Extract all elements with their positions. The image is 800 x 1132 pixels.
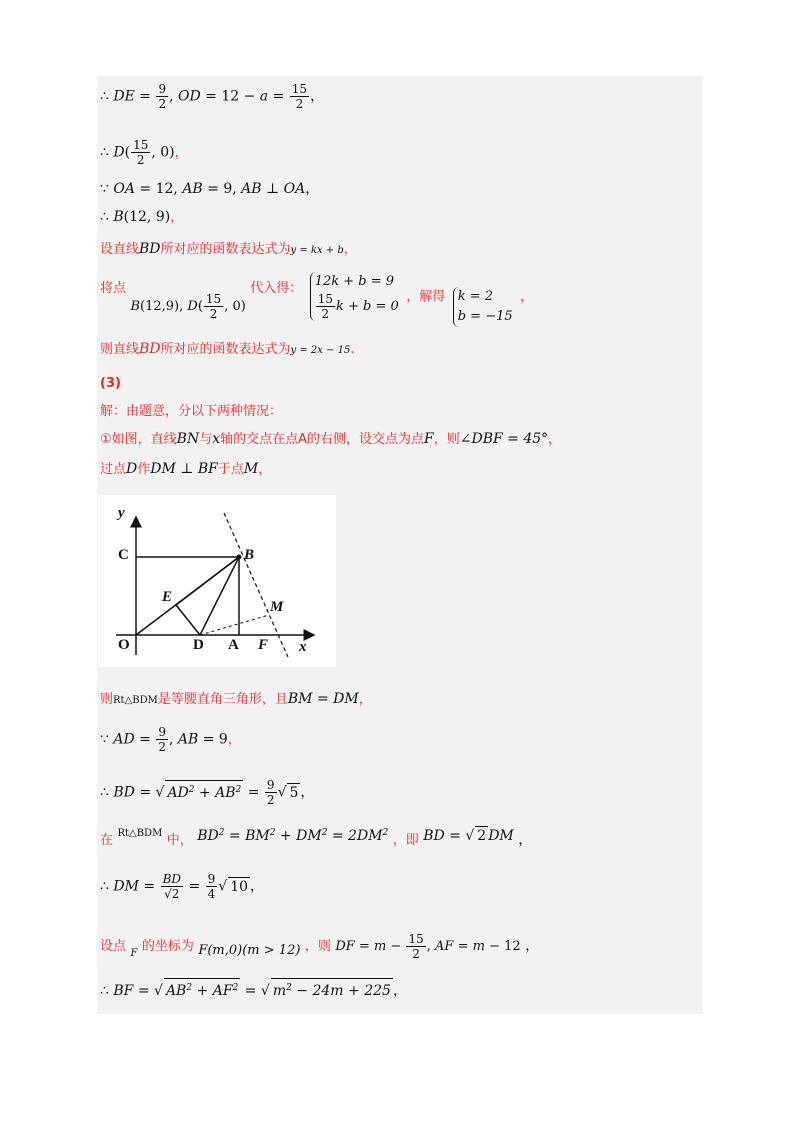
line-isosceles: 则Rt△BDM是等腰直角三角形，且BM = DM， (100, 691, 372, 707)
line-solution-intro: 解：由题意，分以下两种情况： (100, 404, 283, 419)
segment-bd (200, 557, 239, 635)
label-y: y (118, 505, 125, 521)
label-m: M (270, 599, 284, 615)
line-de-od: ∴ DE = $\frac{9}{2}$ , OD = 12 − a = $\frac{15}{2}$ ， (100, 82, 325, 111)
label-f: F (258, 637, 269, 653)
line-case-1: ①如图，直线BN与x轴的交点在点A的右侧，设交点为点F，则∠DBF = 45°， (100, 431, 562, 447)
segment-dm-dashed (200, 615, 269, 635)
segment-ed (176, 605, 200, 635)
points-bd: B(12,9), D( $\frac{15}{2}$ , 0) (130, 292, 246, 321)
line-set-bd: 设直线BD所对应的函数表达式为y = kx + b， (100, 241, 357, 257)
label-e: E (162, 589, 173, 605)
line-oa-ab: ∵ OA = 12, AB = 9, AB ⊥ OA， (100, 181, 320, 197)
line-set-f: 设点 $_F$ 的坐标为 F(m,0)(m > 12) ，则 DF = m − $\frac{15}{2}$ , AF = m − 12 ， (100, 932, 540, 961)
line-bd-result: 则直线BD所对应的函数表达式为y = 2x − 15. (100, 341, 355, 357)
line-draw-dm: 过点D作DM ⊥ BF于点M， (100, 461, 272, 477)
equation-system: 12k + b = 9 $\frac{15}{2}$ k + b = 0 (310, 272, 399, 321)
line-dm-length: ∴ DM = $\frac{BD}{√2}$ = $\frac{9}{4}$ √ 10 ， (100, 872, 265, 901)
geometry-figure (98, 495, 336, 667)
point-b (237, 555, 242, 560)
label-x: x (299, 639, 307, 655)
line-d-coord: ∴ D( $\frac{15}{2}$ , 0)， (100, 138, 188, 167)
part-3-heading: (3) (100, 376, 121, 391)
label-a: A (228, 637, 239, 653)
line-bd-length: ∴ BD = √ $AD^2 + AB^2$ = $\frac{9}{2}$ √ 5 ， (100, 778, 315, 807)
solution-system: k = 2 b = −15 (453, 287, 513, 327)
label-b: B (244, 547, 255, 563)
line-substitute: 将点 B(12,9), D( $\frac{15}{2}$ , 0) 代入得： 12k + b = 9 $\frac{15}{2}$ k + b = 0 ，解得 k = 2 b = −15 ， (100, 272, 533, 321)
line-bf-length: ∴ BF = √ $AB^2 + AF^2$ = √ $m^2 - 24m + 225$ ， (100, 978, 407, 1000)
line-pythagoras: 在 $^{Rt\triangle BDM}$ 中， $BD^2 = BM^2 + DM^2 = 2DM^2$ ，即 BD = √ 2 DM ， (100, 828, 533, 848)
label-d: D (193, 637, 204, 653)
line-b-coord: ∴ B(12, 9)， (100, 209, 184, 225)
label-c: C (118, 547, 129, 563)
label-o: O (118, 637, 130, 653)
line-ad-ab: ∵ AD = $\frac{9}{2}$ , AB = 9， (100, 725, 241, 754)
segment-be (176, 557, 239, 605)
